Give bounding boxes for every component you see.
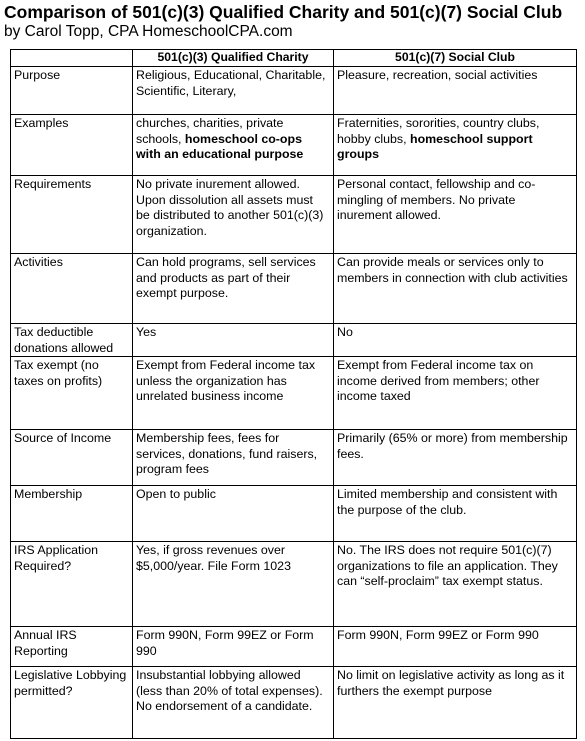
charity-cell: Can hold programs, sell services and products as part of their exempt purpose. (133, 254, 334, 324)
row-label: Tax deductible donations allowed (11, 324, 133, 357)
charity-cell: Religious, Educational, Charitable, Scientific, Literary, (133, 67, 334, 115)
row-label: Tax exempt (no taxes on profits) (11, 357, 133, 430)
club-cell (334, 115, 577, 176)
club-cell: No (334, 324, 577, 357)
charity-cell: Insubstantial lobbying allowed (less than 20% of total expenses). No endorsement of a candidate. (133, 667, 334, 739)
charity-cell: Exempt from Federal income tax unless the organization has unrelated business income (133, 357, 334, 430)
charity-cell: No private inurement allowed. Upon dissolution all assets must be distributed to another 501(c)(3) organization. (133, 176, 334, 254)
club-cell-emphasis: homeschool support groups (337, 131, 533, 161)
club-cell: Pleasure, recreation, social activities (334, 67, 577, 115)
header-row (11, 50, 577, 67)
row-label: IRS Application Required? (11, 542, 133, 627)
row-label: Requirements (11, 176, 133, 254)
charity-cell-emphasis: homeschool co-ops with an educational purpose (136, 131, 304, 161)
header-cell-charity: 501(c)(3) Qualified Charity (133, 50, 334, 67)
table-body (11, 67, 577, 739)
row-label: Legislative Lobbying permitted? (11, 667, 133, 739)
table-row (11, 430, 577, 486)
document-title: Comparison of 501(c)(3) Qualified Charity and 501(c)(7) Social Club (4, 2, 563, 22)
table-header (11, 50, 577, 67)
table-row (11, 254, 577, 324)
table-row (11, 486, 577, 542)
club-cell: No. The IRS does not require 501(c)(7) organizations to file an application. They can “self-proclaim” tax exempt status. (334, 542, 577, 627)
charity-cell: Yes (133, 324, 334, 357)
header-cell-social-club: 501(c)(7) Social Club (334, 50, 577, 67)
club-cell: No limit on legislative activity as long as it furthers the exempt purpose (334, 667, 577, 739)
row-label: Examples (11, 115, 133, 176)
charity-cell: Yes, if gross revenues over $5,000/year. File Form 1023 (133, 542, 334, 627)
club-cell: Form 990N, Form 99EZ or Form 990 (334, 627, 577, 667)
row-label: Purpose (11, 67, 133, 115)
row-label: Membership (11, 486, 133, 542)
club-cell: Exempt from Federal income tax on income derived from members; other income taxed (334, 357, 577, 430)
table-row (11, 67, 577, 115)
table-row (11, 627, 577, 667)
charity-cell-text: churches, charities, private schools, (136, 116, 284, 146)
author-byline: by Carol Topp, CPA HomeschoolCPA.com (4, 23, 293, 40)
club-cell-text: Fraternities, sororities, country clubs, hobby clubs, (337, 116, 540, 146)
comparison-table (10, 49, 577, 739)
table-row (11, 324, 577, 357)
table-row (11, 542, 577, 627)
club-cell: Personal contact, fellowship and co-mingling of members. No private inurement allowed. (334, 176, 577, 254)
table-row (11, 176, 577, 254)
table-row (11, 667, 577, 739)
header-cell-blank (11, 50, 133, 67)
row-label: Annual IRS Reporting (11, 627, 133, 667)
club-cell: Can provide meals or services only to members in connection with club activities (334, 254, 577, 324)
table-row (11, 115, 577, 176)
row-label: Activities (11, 254, 133, 324)
charity-cell: Open to public (133, 486, 334, 542)
row-label: Source of Income (11, 430, 133, 486)
club-cell: Primarily (65% or more) from membership fees. (334, 430, 577, 486)
table-row (11, 357, 577, 430)
charity-cell: Form 990N, Form 99EZ or Form 990 (133, 627, 334, 667)
charity-cell (133, 115, 334, 176)
charity-cell: Membership fees, fees for services, donations, fund raisers, program fees (133, 430, 334, 486)
club-cell: Limited membership and consistent with the purpose of the club. (334, 486, 577, 542)
